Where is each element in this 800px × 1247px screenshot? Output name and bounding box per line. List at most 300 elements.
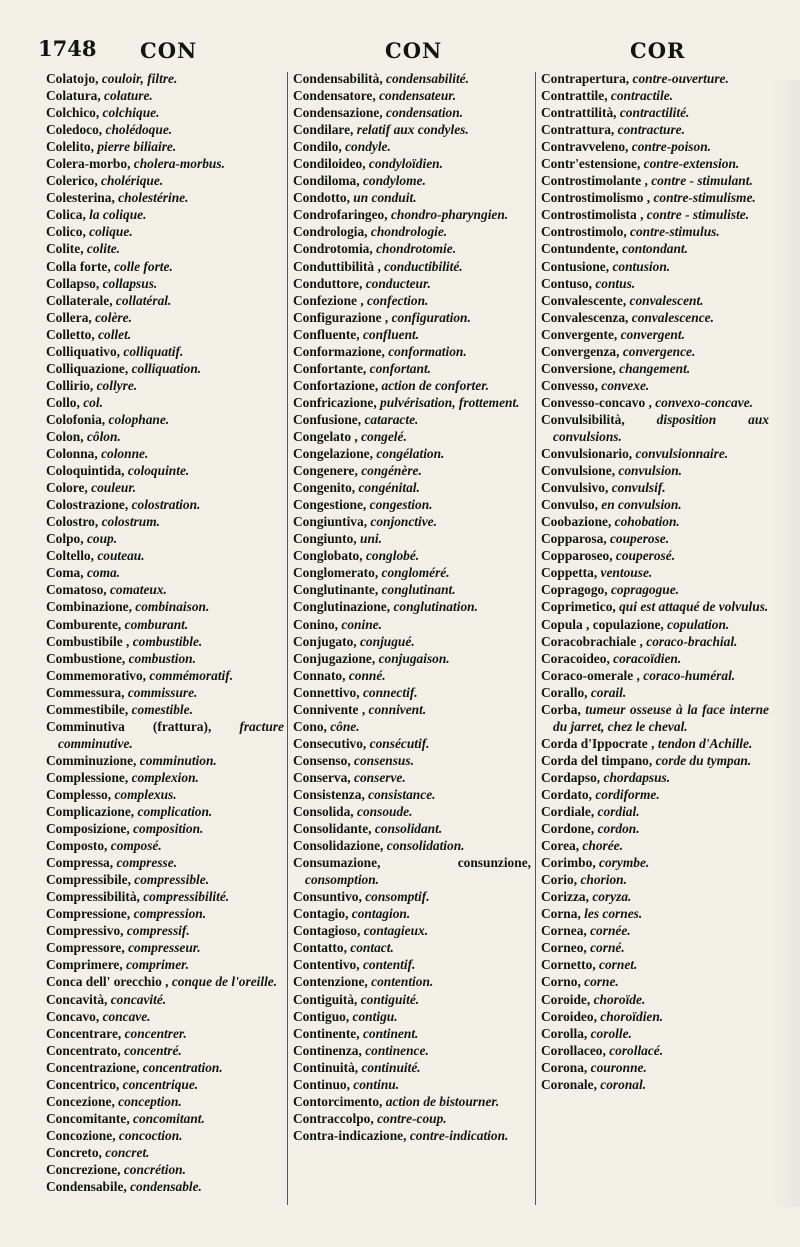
entry-term: Conglomerato, bbox=[293, 565, 379, 581]
dictionary-entry bbox=[541, 905, 769, 922]
entry-term: Complessione, bbox=[46, 769, 129, 785]
dictionary-entry bbox=[541, 223, 769, 240]
entry-translation: conglutination. bbox=[393, 599, 478, 615]
entry-term: Condrologia, bbox=[293, 224, 368, 240]
entry-translation: colite. bbox=[86, 241, 121, 257]
dictionary-entry bbox=[46, 991, 284, 1008]
dictionary-entry bbox=[46, 581, 284, 598]
dictionary-entry bbox=[541, 871, 769, 888]
entry-term: Consecutivo, bbox=[293, 735, 367, 751]
entry-translation: cholestérine. bbox=[118, 190, 189, 206]
entry-translation: contiguité. bbox=[360, 991, 420, 1007]
entry-translation: conjugaison. bbox=[378, 650, 450, 666]
entry-term: Condilo, bbox=[293, 139, 342, 155]
entry-term: Corea, bbox=[541, 838, 580, 854]
entry-term: Collaterale, bbox=[46, 292, 113, 308]
entry-translation: cholédoque. bbox=[105, 122, 173, 138]
dictionary-entry bbox=[46, 326, 284, 343]
entry-translation: contracture. bbox=[617, 122, 685, 138]
entry-term: Cordone, bbox=[541, 821, 595, 837]
dictionary-entry bbox=[293, 735, 531, 752]
entry-term: Controstimolante , bbox=[541, 173, 648, 189]
entry-translation: contre-coup. bbox=[377, 1110, 447, 1126]
entry-term: Connato, bbox=[293, 667, 346, 683]
entry-term: Colerico, bbox=[46, 173, 98, 189]
entry-term: Cordapso, bbox=[541, 769, 601, 785]
entry-term: Concavità, bbox=[46, 991, 108, 1007]
entry-translation: composé. bbox=[110, 838, 162, 854]
entry-translation: cholérique. bbox=[101, 173, 164, 189]
entry-translation: continu. bbox=[353, 1076, 400, 1092]
entry-translation: colature. bbox=[104, 88, 153, 104]
entry-term: Congenere, bbox=[293, 463, 358, 479]
entry-translation: concrétion. bbox=[123, 1162, 186, 1177]
entry-term: Colliquazione, bbox=[46, 360, 129, 376]
entry-term: Collera, bbox=[46, 309, 92, 325]
entry-term: Colera-morbo, bbox=[46, 156, 131, 172]
entry-term: Contiguità, bbox=[293, 991, 358, 1007]
entry-translation: condylome. bbox=[362, 173, 426, 189]
dictionary-entry bbox=[46, 411, 284, 428]
entry-translation: corolle. bbox=[590, 1025, 632, 1041]
dictionary-entry bbox=[541, 240, 769, 257]
entry-term: Compressa, bbox=[46, 855, 114, 871]
entry-term: Combinazione, bbox=[46, 599, 132, 615]
dictionary-entry bbox=[293, 1008, 531, 1025]
entry-translation: contact. bbox=[350, 940, 394, 956]
dictionary-entry bbox=[541, 991, 769, 1008]
entry-translation: colostrum. bbox=[101, 514, 160, 530]
dictionary-entry bbox=[46, 1059, 284, 1076]
entry-translation: convexe. bbox=[601, 377, 650, 393]
entry-translation: consolidant. bbox=[374, 821, 443, 837]
entry-translation: conné. bbox=[348, 667, 386, 683]
column-divider bbox=[287, 72, 288, 1205]
entry-term: Convulsione, bbox=[541, 463, 616, 479]
entry-translation: conglobé. bbox=[365, 548, 420, 564]
entry-term: Colostro, bbox=[46, 514, 99, 530]
dictionary-entry bbox=[541, 837, 769, 854]
entry-term: Conversione, bbox=[541, 360, 616, 376]
column-divider bbox=[535, 72, 536, 1205]
entry-term: Composto, bbox=[46, 838, 108, 854]
dictionary-entry bbox=[541, 633, 769, 650]
entry-translation: pulvérisation, frottement. bbox=[380, 394, 520, 410]
dictionary-entry bbox=[293, 854, 531, 888]
entry-term: Corizza, bbox=[541, 889, 589, 905]
dictionary-entry bbox=[46, 223, 284, 240]
entry-term: Colico, bbox=[46, 224, 86, 240]
dictionary-column-right bbox=[541, 70, 769, 1213]
entry-term: Controstimolismo , bbox=[541, 190, 651, 206]
entry-term: Comprimere, bbox=[46, 957, 123, 973]
entry-term: Collapso, bbox=[46, 275, 100, 291]
dictionary-entry bbox=[541, 189, 769, 206]
entry-term: Colostrazione, bbox=[46, 497, 129, 513]
dictionary-entry bbox=[293, 991, 531, 1008]
entry-translation: congloméré. bbox=[381, 565, 450, 581]
entry-term: Continenza, bbox=[293, 1042, 362, 1058]
entry-translation: convalescent. bbox=[629, 292, 704, 308]
dictionary-entry bbox=[541, 786, 769, 803]
entry-translation: convergence. bbox=[622, 343, 696, 359]
entry-term: Copragogo, bbox=[541, 582, 608, 598]
dictionary-entry bbox=[541, 684, 769, 701]
dictionary-entry bbox=[46, 309, 284, 326]
entry-term: Copparosa, bbox=[541, 531, 607, 547]
entry-term: Condensazione, bbox=[293, 105, 383, 121]
dictionary-entry bbox=[541, 394, 769, 411]
entry-term: Conglutinazione, bbox=[293, 599, 391, 615]
entry-translation: conglutinant. bbox=[381, 582, 456, 598]
entry-translation: commissure. bbox=[127, 684, 198, 700]
dictionary-entry bbox=[46, 1110, 284, 1127]
entry-term: Concrezione, bbox=[46, 1162, 121, 1177]
entry-term: Combustibile , bbox=[46, 633, 130, 649]
entry-term: Confluente, bbox=[293, 326, 360, 342]
entry-term: Conglobato, bbox=[293, 548, 363, 564]
dictionary-entry bbox=[293, 769, 531, 786]
entry-translation: combustible. bbox=[132, 633, 203, 649]
dictionary-entry bbox=[293, 820, 531, 837]
entry-translation: concave. bbox=[102, 1008, 151, 1024]
entry-term: Consolida, bbox=[293, 804, 354, 820]
entry-translation: chondrologie. bbox=[370, 224, 448, 240]
dictionary-entry bbox=[541, 275, 769, 292]
dictionary-entry bbox=[541, 513, 769, 530]
entry-term: Conformazione, bbox=[293, 343, 385, 359]
entry-translation: colonne. bbox=[101, 446, 149, 462]
dictionary-entry bbox=[293, 411, 531, 428]
entry-term: Corimbo, bbox=[541, 855, 596, 871]
dictionary-entry bbox=[46, 1144, 284, 1161]
entry-term: Collirio, bbox=[46, 377, 94, 393]
dictionary-entry bbox=[293, 667, 531, 684]
entry-term: Cornetto, bbox=[541, 957, 596, 973]
entry-translation: conformation. bbox=[388, 343, 467, 359]
dictionary-entry bbox=[46, 905, 284, 922]
entry-translation: congénère. bbox=[361, 463, 422, 479]
entry-term: Convalescenza, bbox=[541, 309, 629, 325]
entry-term: Condilare, bbox=[293, 122, 354, 138]
entry-translation: compressibilité. bbox=[143, 889, 230, 905]
entry-translation: continuité. bbox=[361, 1059, 421, 1075]
entry-term: Configurazione , bbox=[293, 309, 389, 325]
entry-term: Contagio, bbox=[293, 906, 349, 922]
entry-term: Coroideo, bbox=[541, 1008, 597, 1024]
entry-term: Condiloma, bbox=[293, 173, 360, 189]
entry-translation: convergent. bbox=[620, 326, 685, 342]
entry-term: Colore, bbox=[46, 480, 88, 496]
entry-translation: colchique. bbox=[102, 105, 160, 121]
entry-term: Contrattilità, bbox=[541, 105, 617, 121]
dictionary-entry bbox=[46, 939, 284, 956]
entry-translation: concentration. bbox=[142, 1059, 223, 1075]
dictionary-entry bbox=[293, 275, 531, 292]
entry-term: Compressibilità, bbox=[46, 889, 140, 905]
dictionary-entry bbox=[541, 87, 769, 104]
dictionary-entry bbox=[46, 871, 284, 888]
dictionary-entry bbox=[46, 616, 284, 633]
entry-translation: contre-poison. bbox=[631, 139, 711, 155]
entry-translation: corde du tympan. bbox=[655, 752, 752, 768]
entry-translation: configuration. bbox=[391, 309, 471, 325]
entry-translation: corail. bbox=[590, 684, 627, 700]
entry-term: Corallo, bbox=[541, 684, 588, 700]
entry-term: Collo, bbox=[46, 394, 80, 410]
entry-term: Congiunto, bbox=[293, 531, 357, 547]
entry-term: Comburente, bbox=[46, 616, 122, 632]
dictionary-entry bbox=[46, 633, 284, 650]
dictionary-entry bbox=[541, 564, 769, 581]
dictionary-entry bbox=[46, 275, 284, 292]
dictionary-column-middle bbox=[293, 70, 531, 1213]
dictionary-entry bbox=[293, 513, 531, 530]
entry-translation: consolidation. bbox=[386, 838, 465, 854]
entry-translation: conjonctive. bbox=[370, 514, 437, 530]
entry-term: Corona, bbox=[541, 1059, 588, 1075]
entry-translation: couperose. bbox=[609, 531, 670, 547]
entry-term: Colesterina, bbox=[46, 190, 115, 206]
entry-term: Concezione, bbox=[46, 1093, 115, 1109]
dictionary-entry bbox=[46, 292, 284, 309]
entry-translation: complexus. bbox=[114, 786, 177, 802]
entry-term: Convulso, bbox=[541, 497, 598, 513]
entry-translation: la colique. bbox=[89, 207, 147, 223]
dictionary-entry bbox=[46, 258, 284, 275]
dictionary-entry bbox=[541, 326, 769, 343]
dictionary-entry bbox=[46, 1042, 284, 1059]
entry-term: Corda del timpano, bbox=[541, 752, 653, 768]
entry-translation: disposition aux convulsions. bbox=[553, 411, 769, 444]
dictionary-entry bbox=[46, 786, 284, 803]
dictionary-entry bbox=[541, 479, 769, 496]
dictionary-entry bbox=[46, 496, 284, 513]
entry-translation: contentif. bbox=[362, 957, 416, 973]
entry-term: Condensabile, bbox=[46, 1179, 127, 1195]
entry-term: Copula , copulazione, bbox=[541, 616, 664, 632]
dictionary-entry bbox=[46, 684, 284, 701]
entry-translation: connectif. bbox=[362, 684, 418, 700]
entry-translation: fracture comminutive. bbox=[58, 718, 284, 751]
entry-term: Condensatore, bbox=[293, 88, 376, 104]
dictionary-entry bbox=[293, 701, 531, 718]
entry-translation: conine. bbox=[341, 616, 382, 632]
entry-translation: contre-ouverture. bbox=[632, 71, 729, 86]
entry-term: Coledoco, bbox=[46, 122, 103, 138]
entry-translation: col. bbox=[83, 394, 103, 410]
dictionary-entry bbox=[46, 138, 284, 155]
dictionary-entry bbox=[293, 155, 531, 172]
entry-translation: choroïde. bbox=[593, 991, 646, 1007]
entry-term: Convergenza, bbox=[541, 343, 620, 359]
dictionary-entry bbox=[293, 888, 531, 905]
entry-translation: conductibilité. bbox=[384, 258, 463, 274]
entry-translation: couteau. bbox=[97, 548, 145, 564]
entry-translation: contre - stimuliste. bbox=[646, 207, 750, 223]
entry-translation: comminution. bbox=[139, 752, 217, 768]
entry-translation: chorée. bbox=[582, 838, 623, 854]
dictionary-entry bbox=[541, 104, 769, 121]
entry-translation: coryza. bbox=[592, 889, 632, 905]
dictionary-entry bbox=[541, 496, 769, 513]
entry-translation: congelé. bbox=[361, 428, 407, 444]
entry-translation: contention. bbox=[371, 974, 434, 990]
entry-term: Consistenza, bbox=[293, 786, 365, 802]
dictionary-entry bbox=[46, 343, 284, 360]
entry-translation: condensable. bbox=[130, 1179, 202, 1195]
entry-term: Cono, bbox=[293, 718, 327, 734]
entry-term: Colatura, bbox=[46, 88, 101, 104]
entry-term: Corno, bbox=[541, 974, 581, 990]
dictionary-entry bbox=[46, 1008, 284, 1025]
entry-translation: colliquation. bbox=[131, 360, 202, 376]
entry-translation: contagieux. bbox=[363, 923, 429, 939]
dictionary-entry bbox=[46, 1093, 284, 1110]
entry-translation: convalescence. bbox=[631, 309, 714, 325]
dictionary-entry bbox=[46, 172, 284, 189]
entry-translation: cordial. bbox=[597, 804, 640, 820]
dictionary-entry bbox=[46, 377, 284, 394]
dictionary-entry bbox=[46, 1178, 284, 1195]
dictionary-entry bbox=[293, 292, 531, 309]
entry-term: Comminutiva (frattura), bbox=[46, 718, 212, 734]
entry-term: Coma, bbox=[46, 565, 84, 581]
entry-translation: consistance. bbox=[368, 786, 436, 802]
dictionary-entry bbox=[541, 121, 769, 138]
running-header-left: CON bbox=[140, 38, 198, 63]
entry-term: Contenzione, bbox=[293, 974, 368, 990]
entry-term: Colpo, bbox=[46, 531, 84, 547]
entry-translation: consomption. bbox=[305, 872, 380, 888]
entry-term: Contrapertura, bbox=[541, 71, 630, 86]
entry-translation: congestion. bbox=[369, 497, 433, 513]
entry-term: Coprimetico, bbox=[541, 599, 616, 615]
entry-translation: compression. bbox=[133, 906, 207, 922]
dictionary-entry bbox=[293, 598, 531, 615]
entry-translation: continent. bbox=[362, 1025, 419, 1041]
dictionary-entry bbox=[541, 1076, 769, 1093]
running-header-middle: CON bbox=[385, 38, 443, 63]
entry-translation: conserve. bbox=[354, 769, 406, 785]
entry-term: Cordiale, bbox=[541, 804, 595, 820]
dictionary-entry bbox=[46, 718, 284, 752]
entry-translation: consensus. bbox=[354, 752, 414, 768]
entry-term: Consuntivo, bbox=[293, 889, 362, 905]
dictionary-entry bbox=[293, 343, 531, 360]
entry-term: Condrotomia, bbox=[293, 241, 373, 257]
dictionary-entry bbox=[46, 650, 284, 667]
entry-term: Copparoseo, bbox=[541, 548, 613, 564]
entry-term: Colchico, bbox=[46, 105, 100, 121]
entry-term: Concozione, bbox=[46, 1127, 116, 1143]
entry-term: Concentrazione, bbox=[46, 1059, 140, 1075]
dictionary-entry bbox=[293, 1093, 531, 1110]
entry-term: Coracoideo, bbox=[541, 650, 610, 666]
entry-translation: complication. bbox=[137, 804, 213, 820]
entry-term: Corollaceo, bbox=[541, 1042, 606, 1058]
entry-translation: conque de l'oreille. bbox=[171, 974, 278, 990]
entry-translation: cataracte. bbox=[364, 411, 419, 427]
entry-term: Consenso, bbox=[293, 752, 351, 768]
dictionary-entry bbox=[46, 428, 284, 445]
entry-translation: cordiforme. bbox=[595, 786, 660, 802]
entry-translation: confection. bbox=[367, 292, 429, 308]
entry-translation: couloir, filtre. bbox=[101, 71, 178, 86]
entry-translation: commémoratif. bbox=[149, 667, 234, 683]
entry-term: Comminuzione, bbox=[46, 752, 137, 768]
entry-term: Concentrico, bbox=[46, 1076, 120, 1092]
dictionary-entry bbox=[293, 377, 531, 394]
entry-translation: colère. bbox=[95, 309, 132, 325]
entry-translation: cône. bbox=[330, 718, 360, 734]
entry-term: Cordato, bbox=[541, 786, 592, 802]
entry-term: Compressivo, bbox=[46, 923, 124, 939]
entry-term: Contra-indicazione, bbox=[293, 1127, 407, 1143]
entry-translation: uni. bbox=[360, 531, 382, 547]
entry-translation: chordapsus. bbox=[603, 769, 671, 785]
dictionary-entry bbox=[541, 343, 769, 360]
entry-translation: corne. bbox=[584, 974, 619, 990]
dictionary-entry bbox=[46, 667, 284, 684]
entry-translation: convexo-concave. bbox=[655, 394, 753, 410]
entry-term: Congelazione, bbox=[293, 446, 373, 462]
entry-term: Concomitante, bbox=[46, 1110, 130, 1126]
entry-term: Consolidante, bbox=[293, 821, 372, 837]
entry-translation: ventouse. bbox=[600, 565, 653, 581]
entry-term: Colletto, bbox=[46, 326, 95, 342]
entry-translation: condensateur. bbox=[379, 88, 457, 104]
entry-term: Colica, bbox=[46, 207, 86, 223]
dictionary-entry bbox=[541, 1025, 769, 1042]
entry-translation: corymbe. bbox=[599, 855, 650, 871]
entry-term: Compressore, bbox=[46, 940, 125, 956]
entry-translation: copulation. bbox=[667, 616, 730, 632]
dictionary-entry bbox=[46, 87, 284, 104]
entry-term: Commestibile, bbox=[46, 701, 129, 717]
entry-translation: en convulsion. bbox=[601, 497, 682, 513]
dictionary-entry bbox=[293, 87, 531, 104]
dictionary-entry bbox=[293, 530, 531, 547]
dictionary-entry bbox=[541, 138, 769, 155]
entry-translation: couleur. bbox=[91, 480, 137, 496]
entry-translation: concentrer. bbox=[124, 1025, 187, 1041]
entry-term: Colatojo, bbox=[46, 71, 99, 86]
dictionary-entry bbox=[293, 104, 531, 121]
entry-term: Continuo, bbox=[293, 1076, 350, 1092]
entry-translation: tendon d'Achille. bbox=[657, 735, 753, 751]
dictionary-entry bbox=[293, 956, 531, 973]
dictionary-entry bbox=[293, 1042, 531, 1059]
entry-translation: conducteur. bbox=[365, 275, 431, 291]
dictionary-entry bbox=[293, 650, 531, 667]
entry-translation: action de conforter. bbox=[381, 377, 490, 393]
entry-translation: compressif. bbox=[126, 923, 190, 939]
dictionary-entry bbox=[541, 667, 769, 684]
entry-translation: contre-extension. bbox=[643, 156, 740, 172]
dictionary-entry bbox=[541, 547, 769, 564]
dictionary-entry bbox=[46, 547, 284, 564]
entry-translation: combinaison. bbox=[135, 599, 210, 615]
entry-term: Condiloideo, bbox=[293, 156, 366, 172]
entry-translation: confortant. bbox=[369, 360, 432, 376]
dictionary-entry bbox=[293, 803, 531, 820]
entry-term: Corio, bbox=[541, 872, 578, 888]
dictionary-entry bbox=[293, 922, 531, 939]
entry-translation: colle forte. bbox=[114, 258, 173, 274]
dictionary-entry bbox=[293, 786, 531, 803]
dictionary-entry bbox=[541, 973, 769, 990]
